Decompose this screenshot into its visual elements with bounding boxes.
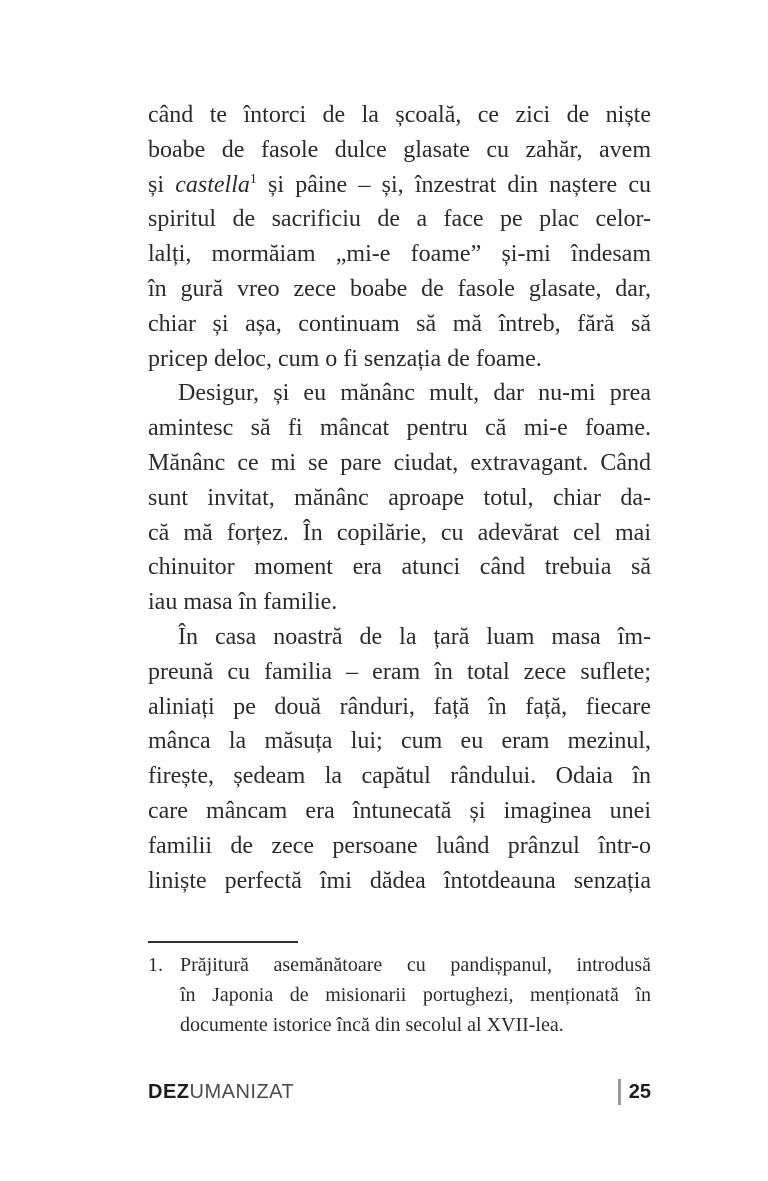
- text-segment: Mănânc ce mi se pare ciudat, extravagant. Când: [148, 449, 651, 476]
- footnote-divider: [148, 941, 298, 943]
- footnote-line: [180, 980, 651, 1010]
- footnote-marker: 1: [249, 171, 257, 187]
- body-line: [148, 759, 651, 794]
- body-line: [148, 724, 651, 759]
- text-segment: aliniați pe două rânduri, față în față, fiecare: [148, 693, 651, 720]
- text-segment: care mâncam era întunecată și imaginea unei: [148, 797, 651, 824]
- body-line: [148, 655, 651, 690]
- body-line: [148, 585, 651, 620]
- text-segment: iau masa în familie.: [148, 589, 338, 616]
- text-segment: familii de zece persoane luând prânzul într-o: [148, 832, 651, 859]
- body-text: [148, 98, 651, 898]
- text-segment: documente istorice încă din secolul al XVII-lea.: [180, 1014, 564, 1036]
- footnote-number: 1.: [148, 954, 163, 976]
- text-segment: în gură vreo zece boabe de fasole glasate, dar,: [148, 275, 651, 302]
- body-line: [148, 794, 651, 829]
- text-segment: în Japonia de misionarii portughezi, menționată în: [180, 984, 651, 1006]
- body-line: [148, 307, 651, 342]
- text-segment: și pâine – și, înzestrat din naștere cu: [256, 171, 651, 198]
- text-segment: preună cu familia – eram în total zece suflete;: [148, 658, 651, 685]
- body-line: [148, 342, 651, 377]
- text-segment: Desigur, și eu mănânc mult, dar nu-mi prea: [178, 380, 651, 407]
- text-segment: În casa noastră de la țară luam masa îm-: [178, 623, 651, 650]
- body-line: [148, 98, 651, 133]
- body-line: [148, 516, 651, 551]
- text-segment: și: [148, 171, 176, 198]
- body-line: [148, 202, 651, 237]
- text-segment: boabe de fasole dulce glasate cu zahăr, avem: [148, 136, 651, 163]
- page-footer: [148, 1078, 651, 1106]
- body-line: [148, 411, 651, 446]
- text-segment: chinuitor moment era atunci când trebuia să: [148, 554, 651, 581]
- body-line: [148, 168, 651, 203]
- page-number-group: [618, 1079, 651, 1105]
- page-number-divider: [618, 1079, 621, 1105]
- text-segment: pricep deloc, cum o fi senzația de foame.: [148, 345, 542, 372]
- body-line: [148, 446, 651, 481]
- text-segment: când te întorci de la școală, ce zici de niște: [148, 102, 651, 128]
- body-line: [148, 620, 651, 655]
- running-title: [148, 1081, 294, 1104]
- text-segment: spiritul de sacrificiu de a face pe plac celor-: [148, 206, 651, 233]
- body-line: [148, 864, 651, 899]
- italic-text: castella: [175, 171, 250, 198]
- text-segment: mânca la măsuța lui; cum eu eram mezinul,: [148, 728, 651, 755]
- text-segment: sunt invitat, mănânc aproape totul, chiar da-: [148, 484, 651, 511]
- footnote-section: [148, 941, 651, 1040]
- running-title-rest: UMANIZAT: [189, 1080, 295, 1103]
- text-segment: firește, ședeam la capătul rândului. Odaia în: [148, 763, 651, 790]
- body-line: [148, 550, 651, 585]
- body-line: [148, 690, 651, 725]
- text-segment: Prăjitură asemănătoare cu pandișpanul, introdusă: [180, 954, 651, 976]
- text-segment: amintesc să fi mâncat pentru că mi-e foame.: [148, 415, 651, 442]
- footnote-line: [180, 950, 651, 980]
- body-line: [148, 481, 651, 516]
- text-segment: liniște perfectă îmi dădea întotdeauna senzația: [148, 867, 651, 894]
- body-line: [148, 376, 651, 411]
- body-line: [148, 829, 651, 864]
- text-segment: chiar și așa, continuam să mă întreb, fără să: [148, 310, 651, 337]
- page-number: 25: [628, 1080, 651, 1103]
- body-line: [148, 237, 651, 272]
- footnote-line: [180, 1010, 651, 1040]
- footnote-item: [148, 950, 651, 1040]
- body-line: [148, 272, 651, 307]
- text-segment: că mă forțez. În copilărie, cu adevărat cel mai: [148, 519, 651, 546]
- body-line: [148, 133, 651, 168]
- running-title-bold: DEZ: [148, 1080, 190, 1103]
- text-segment: lalți, mormăiam „mi-e foame” și-mi îndesam: [148, 241, 651, 268]
- footnote-text: [180, 950, 651, 1040]
